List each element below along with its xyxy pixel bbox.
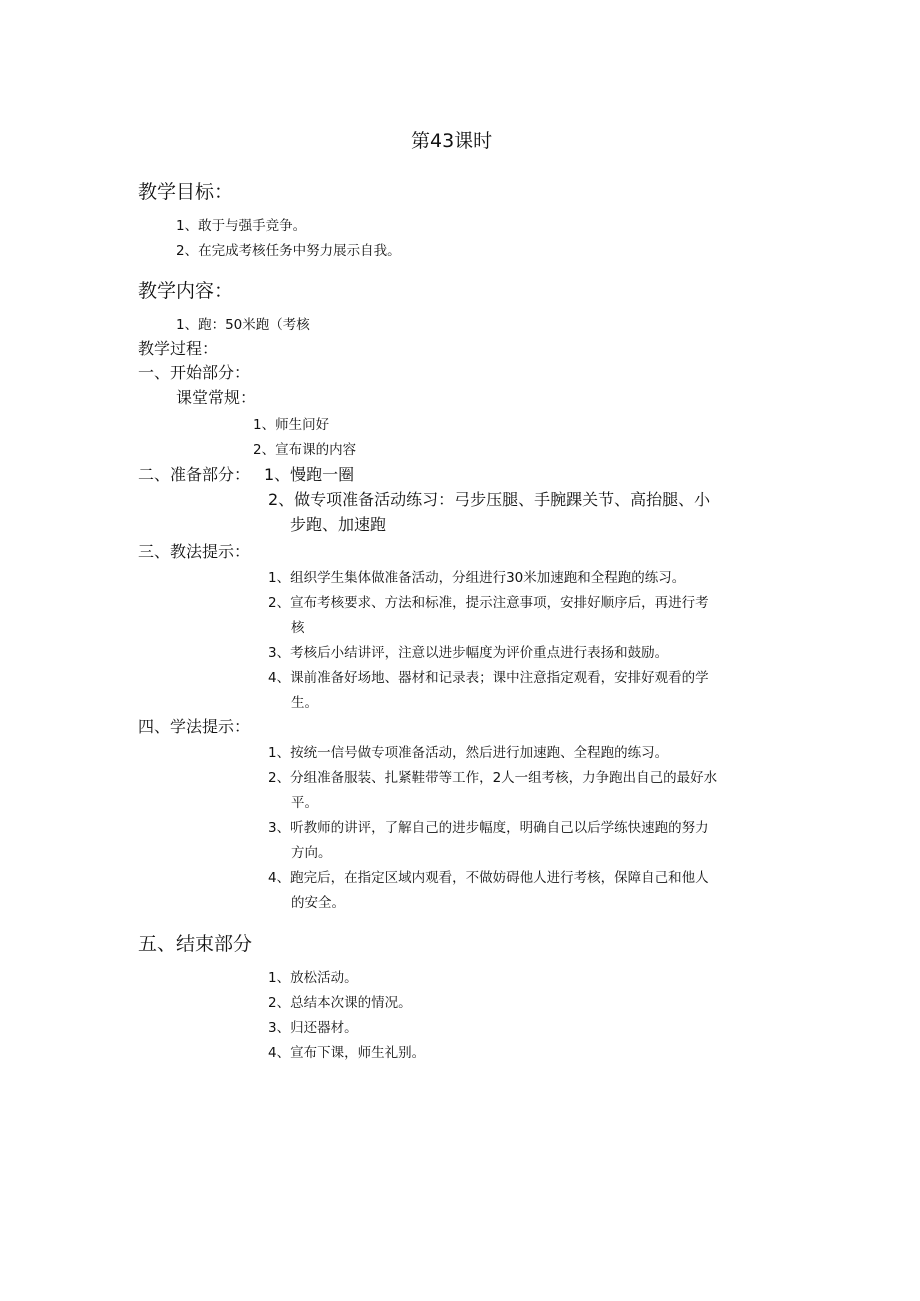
part2-heading: 二、准备部分： <box>138 465 251 484</box>
part3-item: 2、宣布考核要求、方法和标准，提示注意事项，安排好顺序后，再进行考 <box>268 595 709 611</box>
part1-heading: 一、开始部分： <box>138 363 251 382</box>
part1-subheading: 课堂常规： <box>176 388 257 407</box>
content-heading: 教学内容： <box>138 280 234 302</box>
goal-item: 1、敢于与强手竞争。 <box>176 218 307 234</box>
part3-heading: 三、教法提示： <box>138 542 251 561</box>
part2-item: 1、慢跑一圈 <box>264 465 355 484</box>
part1-item: 1、师生问好 <box>253 417 330 433</box>
part4-item-continued: 平。 <box>291 795 318 811</box>
goal-item: 2、在完成考核任务中努力展示自我。 <box>176 243 401 259</box>
part3-item: 3、考核后小结讲评，注意以进步幅度为评价重点进行表扬和鼓励。 <box>268 645 669 661</box>
part3-item-continued: 核 <box>291 620 305 636</box>
part5-heading: 五、结束部分 <box>138 933 253 955</box>
part4-item-continued: 方向。 <box>291 845 332 861</box>
part4-item-continued: 的安全。 <box>291 895 345 911</box>
content-item: 1、跑：50米跑（考核 <box>176 317 310 333</box>
part2-item-continued: 步跑、加速跑 <box>290 515 387 534</box>
part3-item-continued: 生。 <box>291 695 318 711</box>
part4-item: 2、分组准备服装、扎紧鞋带等工作，2人一组考核，力争跑出自己的最好水 <box>268 770 718 786</box>
part3-item: 4、课前准备好场地、器材和记录表；课中注意指定观看，安排好观看的学 <box>268 670 709 686</box>
part4-item: 1、按统一信号做专项准备活动，然后进行加速跑、全程跑的练习。 <box>268 745 669 761</box>
part3-item: 1、组织学生集体做准备活动，分组进行30米加速跑和全程跑的练习。 <box>268 570 686 586</box>
part5-item: 3、归还器材。 <box>268 1020 358 1036</box>
part4-heading: 四、学法提示： <box>138 717 251 736</box>
part5-item: 4、宣布下课，师生礼别。 <box>268 1045 426 1061</box>
page-title: 第43课时 <box>411 130 493 152</box>
part2-item: 2、做专项准备活动练习：弓步压腿、手腕踝关节、高抬腿、小 <box>268 490 711 509</box>
part5-item: 2、总结本次课的情况。 <box>268 995 412 1011</box>
process-heading: 教学过程： <box>138 339 219 358</box>
part1-item: 2、宣布课的内容 <box>253 442 357 458</box>
part5-item: 1、放松活动。 <box>268 970 358 986</box>
part4-item: 3、听教师的讲评，了解自己的进步幅度，明确自己以后学练快速跑的努力 <box>268 820 709 836</box>
goals-heading: 教学目标： <box>138 181 234 203</box>
part4-item: 4、跑完后，在指定区域内观看，不做妨碍他人进行考核，保障自己和他人 <box>268 870 709 886</box>
